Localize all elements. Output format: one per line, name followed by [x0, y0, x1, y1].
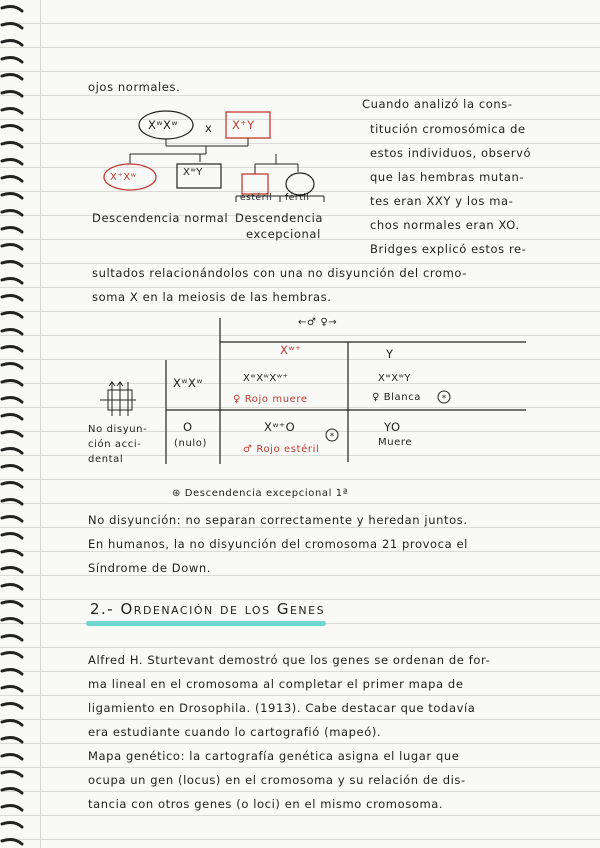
offspring-female-normal: X⁺Xʷ [110, 172, 137, 183]
side-line: titución cromosómica de [370, 122, 526, 136]
fertile-label: fértil [285, 193, 310, 203]
table-cell-22: YO [384, 420, 401, 434]
table-row2-header: O [183, 420, 193, 434]
para3-line: tancia con otros genes (o loci) en el mismo cromosoma. [88, 797, 444, 811]
para2-line: En humanos, la no disyunción del cromosoma 21 provoca el [88, 537, 468, 551]
side-line: tes eran XXY y los ma- [370, 194, 514, 208]
line-top: ojos normales. [88, 80, 181, 94]
side-line: que las hembras mutan- [370, 170, 525, 184]
parent-male: X⁺Y [232, 118, 255, 132]
cross-symbol: x [205, 121, 213, 135]
para1-line2: soma X en la meiosis de las hembras. [92, 290, 332, 304]
svg-text:*: * [329, 432, 335, 442]
table-cell-11-sub: ♀ Rojo muere [233, 394, 308, 405]
table-row1-header: XʷXʷ [173, 376, 204, 390]
table-col2-header: Y [386, 347, 394, 361]
para2-line: No disyunción: no separan correctamente y heredan juntos. [88, 513, 468, 527]
side-line: Cuando analizó la cons- [362, 97, 513, 111]
offspring-male-normal: XʷY [183, 167, 203, 178]
svg-text:*: * [441, 394, 447, 404]
table-left-label: ción acci- [88, 439, 142, 450]
table-row2-sub: (nulo) [174, 438, 207, 449]
para3-line: Mapa genético: la cartografía genética asigna el lugar que [88, 749, 460, 763]
desc-exceptional-2: excepcional [246, 227, 321, 241]
para3-line: era estudiante cuando lo cartografió (mapeó). [88, 725, 382, 739]
para3-line: ma lineal en el cromosoma al completar el primer mapa de [88, 677, 464, 691]
desc-exceptional-1: Descendencia [235, 211, 324, 225]
table-col1-header: Xʷ⁺ [280, 343, 302, 357]
side-line: Bridges explicó estos re- [370, 242, 527, 256]
sterile-label: estéril [240, 193, 273, 203]
spiral-binding-icon [0, 0, 26, 848]
parent-female: XʷXʷ [148, 118, 179, 132]
para1-line1: sultados relacionándolos con una no disyunción del cromo- [92, 266, 467, 280]
table-cell-21-sub: ♂ Rojo estéril [243, 444, 320, 455]
table-cell-22-sub: Muere [378, 437, 413, 448]
section-heading: 2.- Ordenación de los Genes [90, 600, 326, 618]
table-cell-12: XʷXʷY [378, 373, 412, 384]
table-cell-11: XʷXʷXʷ⁺ [243, 373, 289, 384]
para3-line: Alfred H. Sturtevant demostró que los genes se ordenan de for- [88, 653, 491, 667]
para2-line: Síndrome de Down. [88, 561, 211, 575]
table-cell-12-sub: ♀ Blanca [372, 392, 422, 403]
heading-highlight [86, 621, 326, 626]
table-left-label: dental [88, 454, 124, 465]
side-line: estos individuos, observó [370, 146, 532, 160]
desc-normal: Descendencia normal [92, 211, 229, 225]
table-left-label: No disyun- [88, 424, 148, 435]
side-line: chos normales eran XO. [370, 218, 520, 232]
para3-line: ligamiento en Drosophila. (1913). Cabe destacar que todavía [88, 701, 476, 715]
para3-line: ocupa un gen (locus) en el cromosoma y su relación de dis- [88, 773, 466, 787]
table-top-arrow: ←♂ ♀→ [298, 317, 338, 328]
table-cell-21: Xʷ⁺O [264, 420, 296, 434]
table-footnote: ⊛ Descendencia excepcional 1ª [172, 488, 349, 499]
